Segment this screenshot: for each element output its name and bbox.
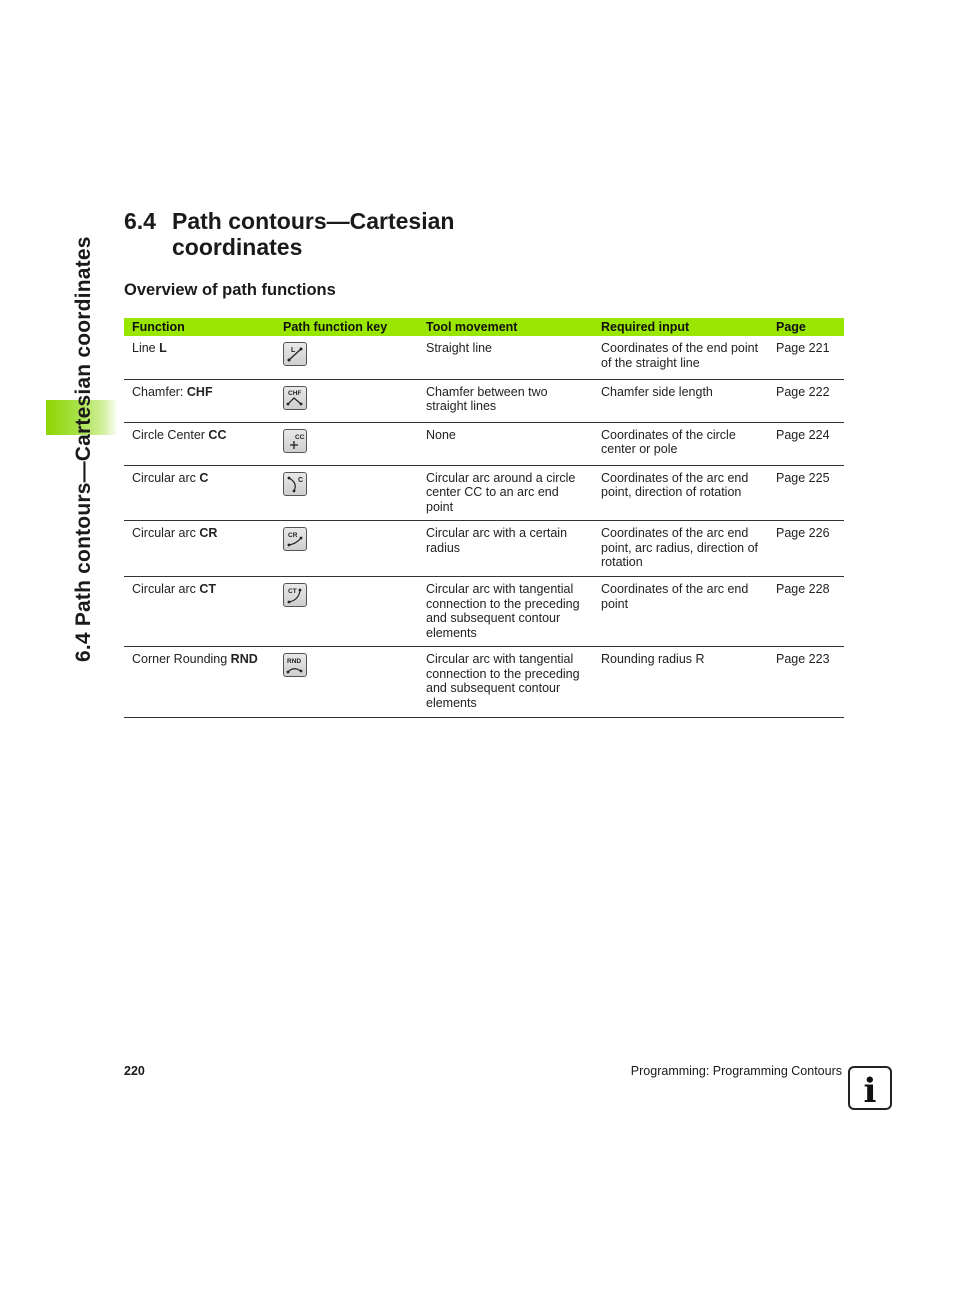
input-cell: Coordinates of the arc end point, direction of rotation <box>593 465 768 521</box>
line-key-icon[interactable] <box>283 342 307 366</box>
table-row <box>124 465 844 521</box>
movement-cell: Straight line <box>418 336 593 379</box>
side-tab-title: 6.4 Path contours—Cartesian coordinates <box>72 236 95 662</box>
circular-arc-key-icon[interactable] <box>283 472 307 496</box>
movement-cell: Circular arc with tangential connection to the preceding and subsequent contour elements <box>418 647 593 718</box>
section-title <box>124 208 492 260</box>
svg-text:L: L <box>291 347 296 354</box>
page-cell: Page 222 <box>768 379 844 422</box>
key-cell <box>275 465 418 521</box>
table-header-row <box>124 318 844 336</box>
chamfer-key-icon[interactable] <box>283 386 307 410</box>
section-number: 6.4 <box>124 208 156 234</box>
circular-arc-radius-key-icon[interactable] <box>283 527 307 551</box>
movement-cell: Circular arc around a circle center CC to an arc end point <box>418 465 593 521</box>
key-cell <box>275 521 418 577</box>
input-cell: Rounding radius R <box>593 647 768 718</box>
svg-text:CT: CT <box>288 588 297 595</box>
movement-cell: Circular arc with tangential connection to the preceding and subsequent contour elements <box>418 577 593 647</box>
table-row <box>124 577 844 647</box>
svg-text:CC: CC <box>295 433 305 441</box>
header-function: Function <box>124 318 275 336</box>
svg-text:i: i <box>863 1071 877 1108</box>
page-cell: Page 225 <box>768 465 844 521</box>
movement-cell: None <box>418 422 593 465</box>
function-cell: Circular arc C <box>124 465 275 521</box>
path-functions-table <box>124 318 844 718</box>
key-cell <box>275 336 418 379</box>
table-row <box>124 379 844 422</box>
svg-text:CR: CR <box>288 532 298 539</box>
function-cell: Line L <box>124 336 275 379</box>
table-row <box>124 647 844 718</box>
key-cell <box>275 379 418 422</box>
movement-cell: Circular arc with a certain radius <box>418 521 593 577</box>
input-cell: Coordinates of the circle center or pole <box>593 422 768 465</box>
svg-text:CHF: CHF <box>288 389 302 397</box>
page-cell: Page 223 <box>768 647 844 718</box>
page-number: 220 <box>124 1064 145 1078</box>
function-cell: Circular arc CR <box>124 521 275 577</box>
input-cell: Coordinates of the end point of the straight line <box>593 336 768 379</box>
corner-rounding-key-icon[interactable] <box>283 653 307 677</box>
function-cell: Circle Center CC <box>124 422 275 465</box>
key-cell <box>275 422 418 465</box>
page-cell: Page 221 <box>768 336 844 379</box>
chapter-title: Programming: Programming Contours <box>630 1064 842 1078</box>
table-row <box>124 521 844 577</box>
function-cell: Circular arc CT <box>124 577 275 647</box>
svg-text:C: C <box>298 476 304 484</box>
header-page: Page <box>768 318 844 336</box>
svg-text:RND: RND <box>287 658 302 665</box>
subsection-title: Overview of path functions <box>124 281 336 299</box>
key-cell <box>275 647 418 718</box>
table-row <box>124 422 844 465</box>
key-cell <box>275 577 418 647</box>
movement-cell: Chamfer between two straight lines <box>418 379 593 422</box>
section-heading: Path contours—Cartesian coordinates <box>172 208 455 260</box>
input-cell: Coordinates of the arc end point <box>593 577 768 647</box>
function-cell: Corner Rounding RND <box>124 647 275 718</box>
header-required-input: Required input <box>593 318 768 336</box>
function-cell: Chamfer: CHF <box>124 379 275 422</box>
input-cell: Chamfer side length <box>593 379 768 422</box>
circle-center-key-icon[interactable] <box>283 429 307 453</box>
header-tool-movement: Tool movement <box>418 318 593 336</box>
input-cell: Coordinates of the arc end point, arc radius, direction of rotation <box>593 521 768 577</box>
header-path-function-key: Path function key <box>275 318 418 336</box>
table-row <box>124 336 844 379</box>
page-cell: Page 228 <box>768 577 844 647</box>
page-cell: Page 224 <box>768 422 844 465</box>
circular-arc-tangential-key-icon[interactable] <box>283 583 307 607</box>
info-icon <box>848 1066 892 1110</box>
page-cell: Page 226 <box>768 521 844 577</box>
